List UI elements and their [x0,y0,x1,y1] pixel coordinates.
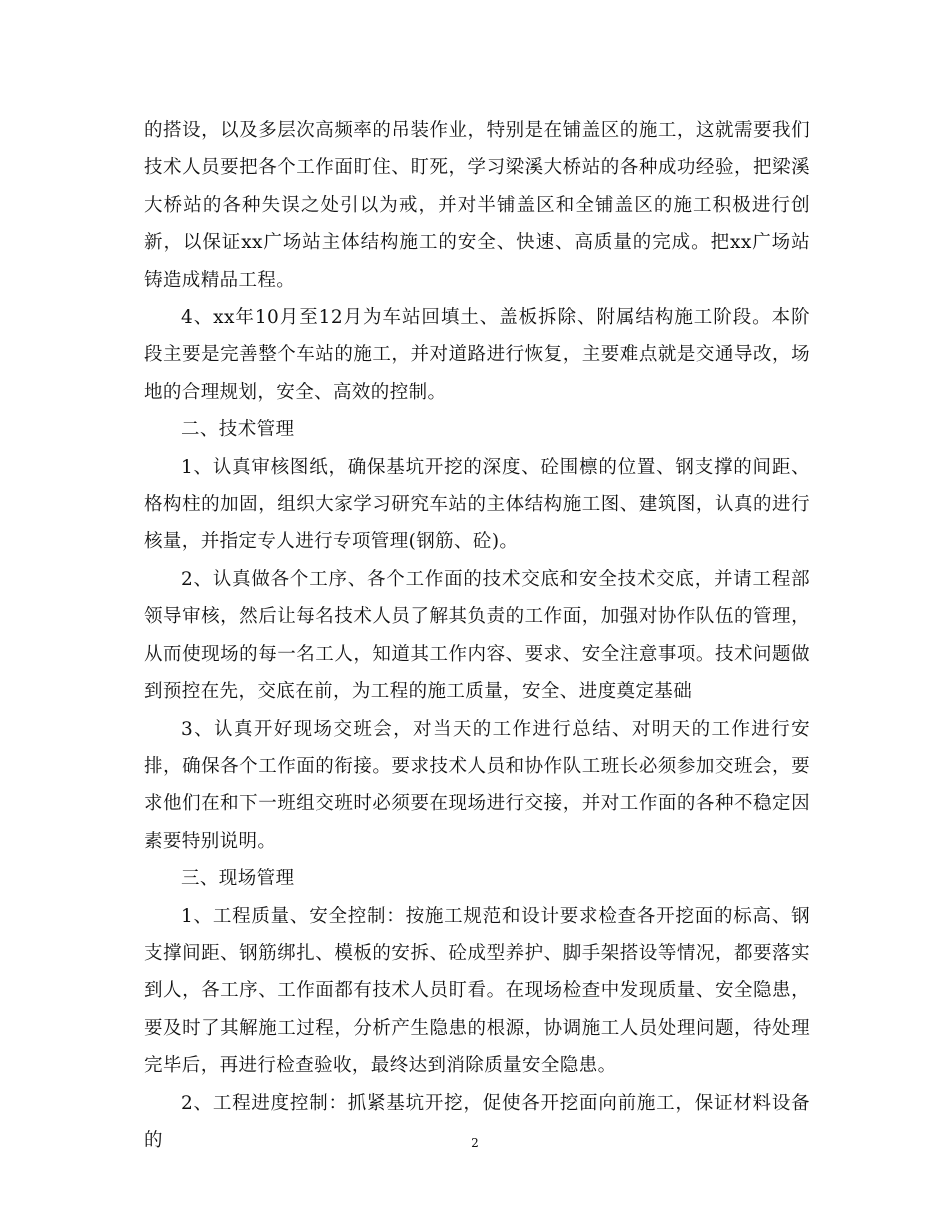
paragraph-tech-1: 1、认真审核图纸，确保基坑开挖的深度、砼围檩的位置、钢支撑的间距、格构柱的加固，组织大家学习研究车站的主体结构施工图、建筑图，认真的进行核量，并指定专人进行专项管理(钢筋、砼)。 [144,456,810,553]
paragraph-tech-2: 2、认真做各个工序、各个工作面的技术交底和安全技术交底，并请工程部领导审核，然后让每名技术人员了解其负责的工作面，加强对协作队伍的管理，从而使现场的每一名工人，知道其工作内容、要求、安全注意事项。技术问题做到预控在先，交底在前，为工程的施工质量，安全、进度奠定基础 [144,568,810,703]
section-heading-technical-management: 二、技术管理 [181,419,295,441]
paragraph-site-1: 1、工程质量、安全控制：按施工规范和设计要求检查各开挖面的标高、钢支撑间距、钢筋绑扎、模板的安拆、砼成型养护、脚手架搭设等情况，都要落实到人，各工序、工作面都有技术人员盯看。在现场检查中发现质量、安全隐患，要及时了其解施工过程，分析产生隐患的根源，协调施工人员处理问题，待处理完毕后，再进行检查验收，最终达到消除质量安全隐患。 [144,905,810,1077]
section-heading-site-management: 三、现场管理 [181,868,295,890]
paragraph-stage-4: 4、xx年10月至12月为车站回填土、盖板拆除、附属结构施工阶段。本阶段主要是完善整个车站的施工，并对道路进行恢复，主要难点就是交通导改，场地的合理规划，安全、高效的控制。 [144,307,810,403]
page-number: 2 [471,1136,479,1150]
paragraph-site-2: 2、工程进度控制：抓紧基坑开挖，促使各开挖面向前施工，保证材料设备的 [144,1092,810,1151]
paragraph-tech-3: 3、认真开好现场交班会，对当天的工作进行总结、对明天的工作进行安排，确保各个工作面的衔接。要求技术人员和协作队工班长必须参加交班会，要求他们在和下一班组交班时必须要在现场进行交接，并对工作面的各种不稳定因素要特别说明。 [144,718,810,852]
document-body [144,112,810,1159]
paragraph-continuation: 的搭设，以及多层次高频率的吊装作业，特别是在铺盖区的施工，这就需要我们技术人员要把各个工作面盯住、盯死，学习梁溪大桥站的各种成功经验，把梁溪大桥站的各种失误之处引以为戒，并对半铺盖区和全铺盖区的施工积极进行创新，以保证xx广场站主体结构施工的安全、快速、高质量的完成。把xx广场站铸造成精品工程。 [144,120,810,291]
